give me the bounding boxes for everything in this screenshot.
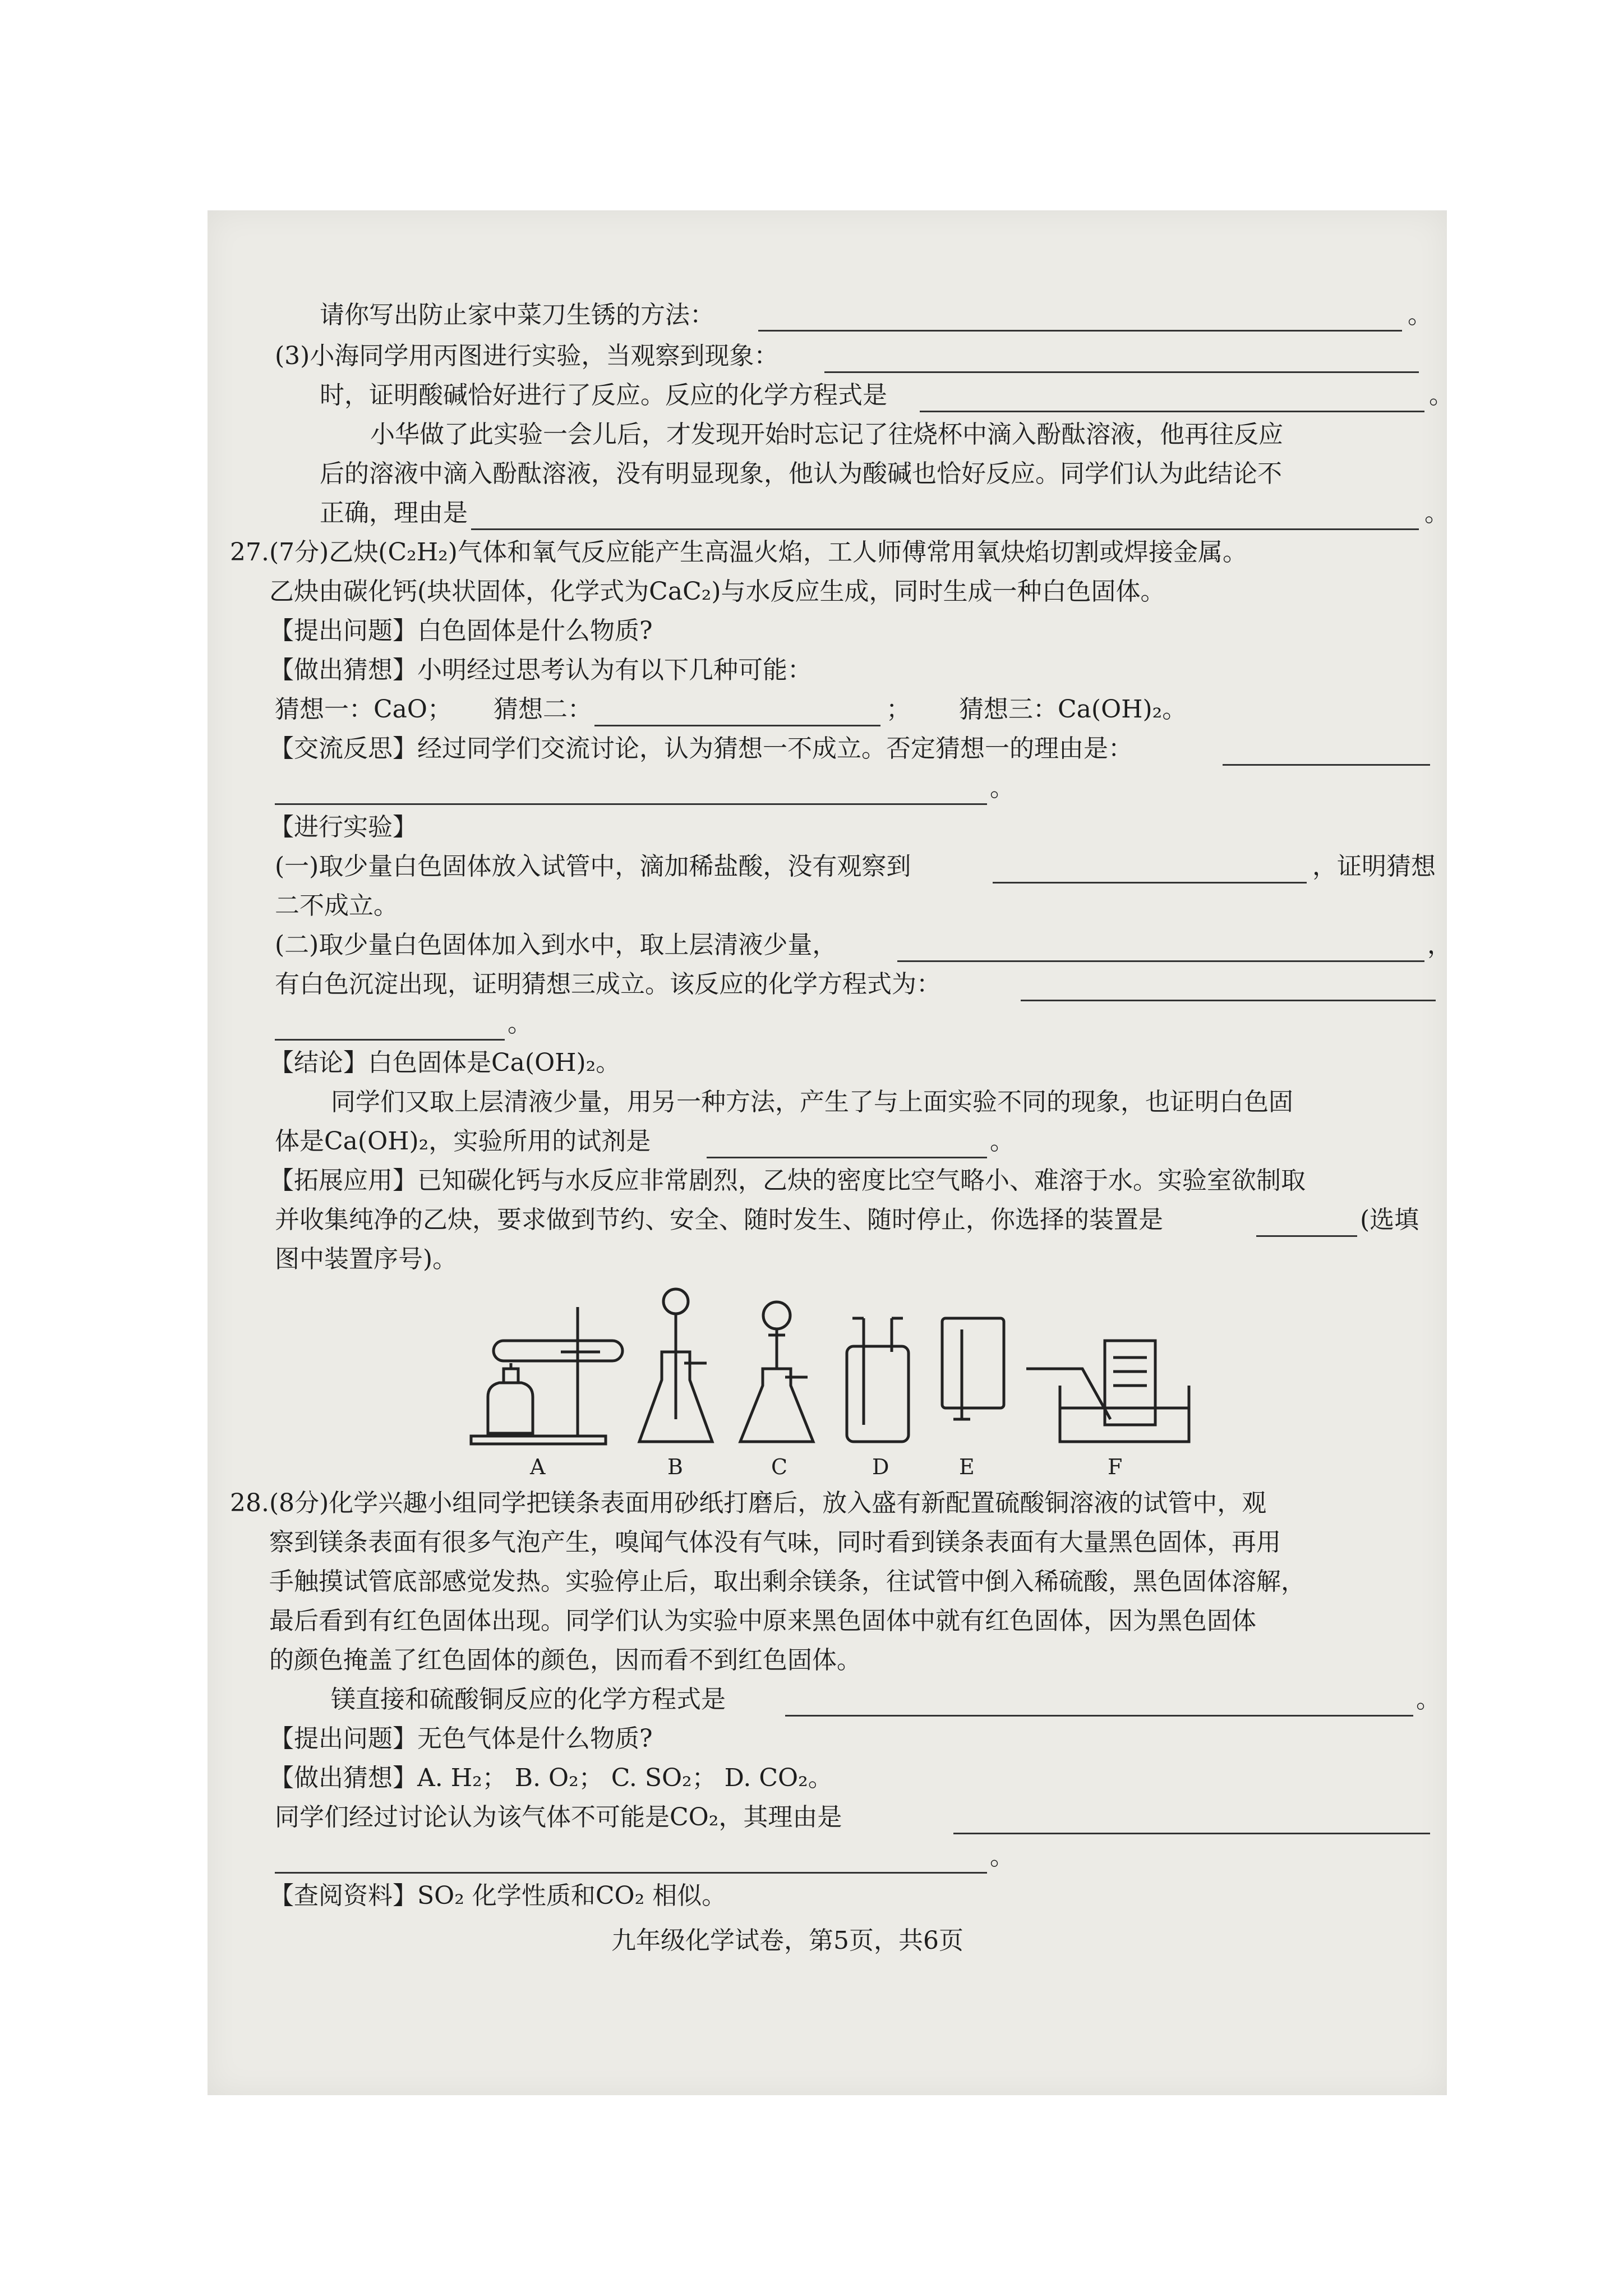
text-line: 体是Ca(OH)₂，实验所用的试剂是 [275,1127,651,1156]
answer-blank[interactable] [1223,764,1430,766]
text-line: 。 [1408,301,1432,329]
label-e: E [959,1455,975,1479]
label-d: D [872,1455,889,1479]
text-line: 正确，理由是 [320,499,468,527]
hypothesis-2: 猜想二： [494,695,592,724]
text-line: 【拓展应用】已知碳化钙与水反应非常剧烈，乙炔的密度比空气略小、难溶于水。实验室欲制取 [269,1166,1306,1195]
text-line: 【查阅资料】SO₂ 化学性质和CO₂ 相似。 [269,1881,727,1910]
answer-blank[interactable] [824,371,1419,373]
answer-blank[interactable] [275,1872,987,1874]
hypothesis-1: 猜想一：CaO； [275,695,452,724]
question-28-title: 28.(8分)化学兴趣小组同学把镁条表面用砂纸打磨后，放入盛有新配置硫酸铜溶液的试管中，观 [230,1489,1267,1517]
text-line: 【做出猜想】小明经过思考认为有以下几种可能： [269,656,812,684]
answer-blank[interactable] [275,803,987,805]
apparatus-b [639,1289,712,1442]
apparatus-c [740,1302,813,1442]
text-line: 。 [990,1842,1015,1871]
hypothesis-3: 猜想三：Ca(OH)₂。 [959,695,1187,724]
text-line: 【提出问题】白色固体是什么物质? [269,616,653,645]
apparatus-figure [460,1285,1211,1470]
answer-blank[interactable] [897,960,1424,962]
answer-blank[interactable] [275,1039,505,1041]
text-line: 察到镁条表面有很多气泡产生，嗅闻气体没有气味，同时看到镁条表面有大量黑色固体，再用 [269,1528,1281,1557]
answer-blank[interactable] [471,528,1419,530]
answer-blank[interactable] [785,1715,1413,1717]
hypotheses: 【做出猜想】A. H₂； B. O₂； C. SO₂； D. CO₂。 [269,1764,833,1792]
text-line: 图中装置序号)。 [275,1245,458,1273]
question-27-title: 27.(7分)乙炔(C₂H₂)气体和氧气反应能产生高温火焰，工人师傅常用氧炔焰切割或焊接金属。 [230,538,1247,567]
label-f: F [1108,1455,1123,1479]
text-line: (二)取少量白色固体加入到水中，取上层清液少量， [275,931,837,959]
label-a: A [530,1455,546,1479]
text-line: 。 [990,774,1015,802]
label-b: B [667,1455,683,1479]
answer-blank[interactable] [993,882,1307,884]
conclusion: 【结论】白色固体是Ca(OH)₂。 [269,1048,621,1077]
text-line: 镁直接和硫酸铜反应的化学方程式是 [331,1685,726,1714]
text-line: 有白色沉淀出现，证明猜想三成立。该反应的化学方程式为： [275,970,941,999]
text-line: 并收集纯净的乙炔，要求做到节约、安全、随时发生、随时停止，你选择的装置是 [275,1205,1163,1234]
text-line: 。 [1424,499,1449,527]
text-line: 【进行实验】 [269,813,417,841]
text-line: (3)小海同学用丙图进行实验，当观察到现象： [275,342,779,370]
apparatus-e [942,1318,1004,1419]
text-line: 最后看到有红色固体出现。同学们认为实验中原来黑色固体中就有红色固体，因为黑色固体 [269,1607,1256,1635]
text-line: 二不成立。 [275,891,398,920]
text-line: 。 [1416,1685,1441,1714]
text-line: 乙炔由碳化钙(块状固体，化学式为CaC₂)与水反应生成，同时生成一种白色固体。 [269,577,1165,606]
text-line: 小华做了此实验一会儿后，才发现开始时忘记了往烧杯中滴入酚酞溶液，他再往反应 [370,420,1283,449]
text-line: 【提出问题】无色气体是什么物质? [269,1724,653,1753]
text-line: 手触摸试管底部感觉发热。实验停止后，取出剩余镁条，往试管中倒入稀硫酸，黑色固体溶解， [269,1567,1306,1596]
text-line: (一)取少量白色固体放入试管中，滴加稀盐酸，没有观察到 [275,852,911,881]
apparatus-a [471,1307,623,1444]
label-c: C [771,1455,788,1479]
text-line: ； [886,695,911,724]
text-line: ， [1427,931,1452,959]
apparatus-d [847,1318,909,1442]
text-line: 。 [1429,381,1454,409]
text-line: 后的溶液中滴入酚酞溶液，没有明显现象，他认为酸碱也恰好反应。同学们认为此结论不 [320,459,1282,488]
text-line: (选填 [1360,1205,1419,1234]
text-line: ，证明猜想 [1312,852,1436,881]
text-line: 同学们经过讨论认为该气体不可能是CO₂，其理由是 [275,1803,842,1832]
text-line: 请你写出防止家中菜刀生锈的方法： [320,301,714,329]
text-line: 的颜色掩盖了红色固体的颜色，因而看不到红色固体。 [269,1646,861,1674]
text-line: 【交流反思】经过同学们交流讨论，认为猜想一不成立。否定猜想一的理由是： [269,734,1133,763]
page-footer: 九年级化学试卷，第5页，共6页 [611,1926,963,1955]
text-line: 。 [990,1127,1015,1156]
text-line: 同学们又取上层清液少量，用另一种方法，产生了与上面实验不同的现象，也证明白色固 [331,1088,1293,1116]
answer-blank[interactable] [1256,1235,1357,1237]
answer-blank[interactable] [920,411,1424,412]
answer-blank[interactable] [758,330,1402,332]
text-line: 时，证明酸碱恰好进行了反应。反应的化学方程式是 [320,381,887,409]
apparatus-f [1026,1341,1189,1442]
answer-blank[interactable] [1021,1000,1436,1001]
text-line: 。 [508,1009,532,1038]
answer-blank[interactable] [594,725,880,726]
answer-blank[interactable] [707,1157,987,1158]
answer-blank[interactable] [953,1833,1430,1834]
